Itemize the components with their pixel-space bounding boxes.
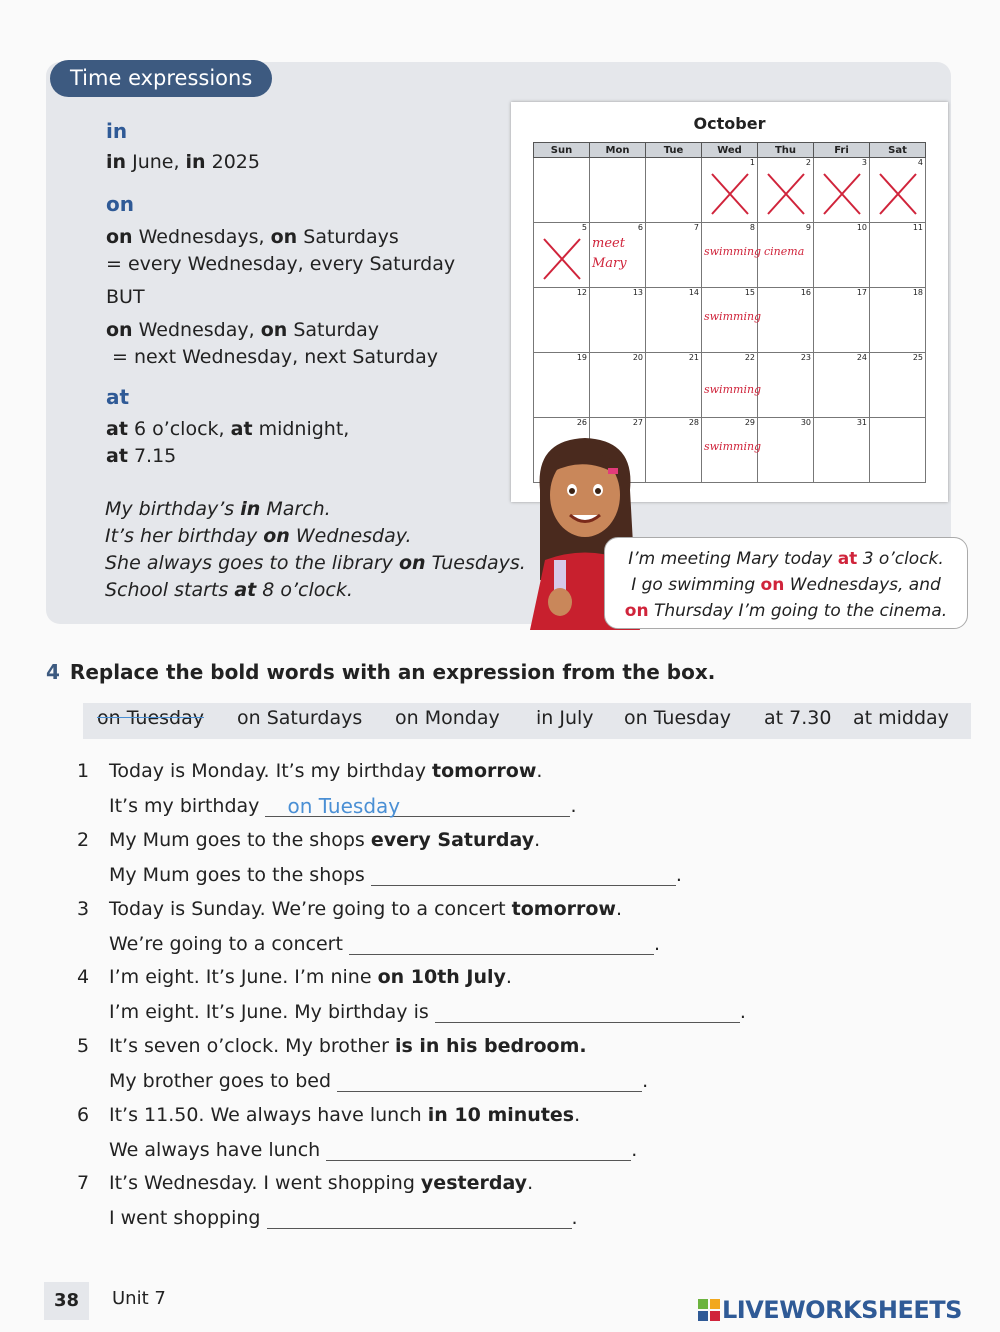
calendar-cell: 30: [758, 418, 814, 483]
calendar-cell: 18: [870, 288, 926, 353]
answer-input-4[interactable]: [435, 1000, 740, 1023]
word-box-item[interactable]: at midday: [853, 707, 949, 729]
calendar-cell: 20: [590, 353, 646, 418]
rule-in: [106, 118, 260, 176]
calendar-cell: 29 swimming: [702, 418, 758, 483]
calendar-month: October: [693, 114, 766, 133]
calendar-cell: [534, 158, 590, 223]
calendar-cell: 25: [870, 353, 926, 418]
word-box-item-used[interactable]: on Tuesday: [97, 707, 205, 729]
section-title: Time expressions: [50, 60, 272, 97]
calendar-cell: 12: [534, 288, 590, 353]
calendar-cell: 14: [646, 288, 702, 353]
calendar-cell: 8 swimming: [702, 223, 758, 288]
calendar-cell: 1: [702, 158, 758, 223]
note-swimming: swimming: [704, 440, 762, 453]
calendar-cell: [646, 158, 702, 223]
note-swimming: swimming: [704, 310, 762, 323]
calendar-cell: 6 meet Mary: [590, 223, 646, 288]
word-box-item[interactable]: on Tuesday: [624, 707, 732, 729]
word-box: [83, 703, 971, 739]
unit-label: Unit 7: [112, 1288, 166, 1309]
bubble-line-1: I’m meeting Mary today at 3 o’clock.: [628, 549, 944, 569]
rule-on: [106, 191, 455, 371]
day-header: Sat: [870, 143, 926, 158]
cross-mark-icon: [876, 170, 920, 218]
note-swimming: swimming: [704, 383, 762, 396]
answer-row-4: I’m eight. It’s June. My birthday is .: [109, 1001, 746, 1023]
calendar-cell: [870, 418, 926, 483]
answer-row-3: We’re going to a concert .: [109, 933, 661, 955]
day-header: Mon: [590, 143, 646, 158]
answer-input-5[interactable]: [337, 1069, 642, 1092]
calendar-cell: 27: [590, 418, 646, 483]
question-5: 5 It’s seven o’clock. My brother is in his bedroom.: [77, 1035, 587, 1057]
bubble-line-3: on Thursday I’m going to the cinema.: [624, 601, 948, 621]
calendar-cell: 3: [814, 158, 870, 223]
calendar-cell: 28: [646, 418, 702, 483]
but-label: BUT: [106, 286, 145, 308]
page-number: 38: [44, 1282, 89, 1320]
calendar-cell: 2: [758, 158, 814, 223]
answer-row-1: It’s my birthday on Tuesday .: [109, 794, 577, 818]
on-line-3: on Wednesday, on Saturday: [106, 319, 379, 341]
cross-mark-icon: [764, 170, 808, 218]
answer-input-6[interactable]: [326, 1138, 631, 1161]
question-6: 6 It’s 11.50. We always have lunch in 10 minutes.: [77, 1104, 581, 1126]
word-box-item[interactable]: in July: [536, 707, 594, 729]
liveworksheets-logo: LIVEWORKSHEETS: [698, 1296, 962, 1324]
calendar-cell: 19: [534, 353, 590, 418]
rule-at: [106, 384, 349, 470]
cross-mark-icon: [708, 170, 752, 218]
calendar-cell: 7: [646, 223, 702, 288]
note-swimming: swimming: [704, 245, 762, 258]
example-2: It’s her birthday on Wednesday.: [105, 525, 412, 547]
calendar-cell: 23: [758, 353, 814, 418]
answer-input-3[interactable]: [349, 932, 654, 955]
question-2: 2 My Mum goes to the shops every Saturday.: [77, 829, 541, 851]
note-meet-mary: meet Mary: [592, 236, 627, 271]
on-label: on: [106, 192, 134, 216]
speech-bubble: [604, 537, 968, 629]
word-box-item[interactable]: at 7.30: [764, 707, 832, 729]
at-label: at: [106, 385, 130, 409]
exercise-instruction: 4 Replace the bold words with an expression from the box.: [46, 660, 716, 684]
calendar-cell: 11: [870, 223, 926, 288]
in-example: in June, in 2025: [106, 151, 260, 173]
exercise-number: 4: [46, 660, 60, 684]
calendar-cell: 9 cinema: [758, 223, 814, 288]
calendar-cell: 31: [814, 418, 870, 483]
question-7: 7 It’s Wednesday. I went shopping yesterday.: [77, 1172, 534, 1194]
question-1: 1 Today is Monday. It’s my birthday tomorrow.: [77, 760, 543, 782]
liveworksheets-icon: [698, 1299, 720, 1321]
at-line-2: at 7.15: [106, 445, 177, 467]
bubble-line-2: I go swimming on Wednesdays, and: [631, 575, 941, 595]
day-header: Tue: [646, 143, 702, 158]
calendar-cell: 24: [814, 353, 870, 418]
calendar-cell: 5: [534, 223, 590, 288]
example-3: She always goes to the library on Tuesdays.: [105, 552, 526, 574]
example-sentences: [105, 496, 526, 604]
calendar-cell: 10: [814, 223, 870, 288]
example-4: School starts at 8 o’clock.: [105, 579, 353, 601]
note-cinema: cinema: [764, 245, 805, 258]
calendar-cell: [590, 158, 646, 223]
answer-input-2[interactable]: [371, 863, 676, 886]
on-line-1: on Wednesdays, on Saturdays: [106, 226, 399, 248]
calendar-cell: 22 swimming: [702, 353, 758, 418]
question-3: 3 Today is Sunday. We’re going to a concert tomorrow.: [77, 898, 623, 920]
answer-input-7[interactable]: [267, 1206, 572, 1229]
calendar-cell: 15 swimming: [702, 288, 758, 353]
word-box-item[interactable]: on Monday: [395, 707, 500, 729]
calendar-cell: 4: [870, 158, 926, 223]
example-1: My birthday’s in March.: [105, 498, 331, 520]
answer-row-5: My brother goes to bed .: [109, 1070, 649, 1092]
day-header: Thu: [758, 143, 814, 158]
calendar-cell: 21: [646, 353, 702, 418]
on-line-2: = every Wednesday, every Saturday: [106, 253, 456, 275]
calendar-cell: 13: [590, 288, 646, 353]
day-header: Wed: [702, 143, 758, 158]
calendar-cell: 26: [534, 418, 590, 483]
at-line-1: at 6 o’clock, at midnight,: [106, 418, 350, 440]
question-4: 4 I’m eight. It’s June. I’m nine on 10th July.: [77, 966, 512, 988]
cross-mark-icon: [820, 170, 864, 218]
day-header: Sun: [534, 143, 590, 158]
calendar-cell: 17: [814, 288, 870, 353]
on-line-4: = next Wednesday, next Saturday: [106, 346, 438, 368]
cross-mark-icon: [540, 235, 584, 283]
answer-row-7: I went shopping .: [109, 1207, 578, 1229]
answer-row-2: My Mum goes to the shops .: [109, 864, 682, 886]
answer-input-1[interactable]: on Tuesday: [265, 794, 570, 817]
calendar-cell: 16: [758, 288, 814, 353]
answer-row-6: We always have lunch .: [109, 1139, 638, 1161]
day-header: Fri: [814, 143, 870, 158]
in-label: in: [106, 119, 128, 143]
word-box-item[interactable]: on Saturdays: [237, 707, 363, 729]
